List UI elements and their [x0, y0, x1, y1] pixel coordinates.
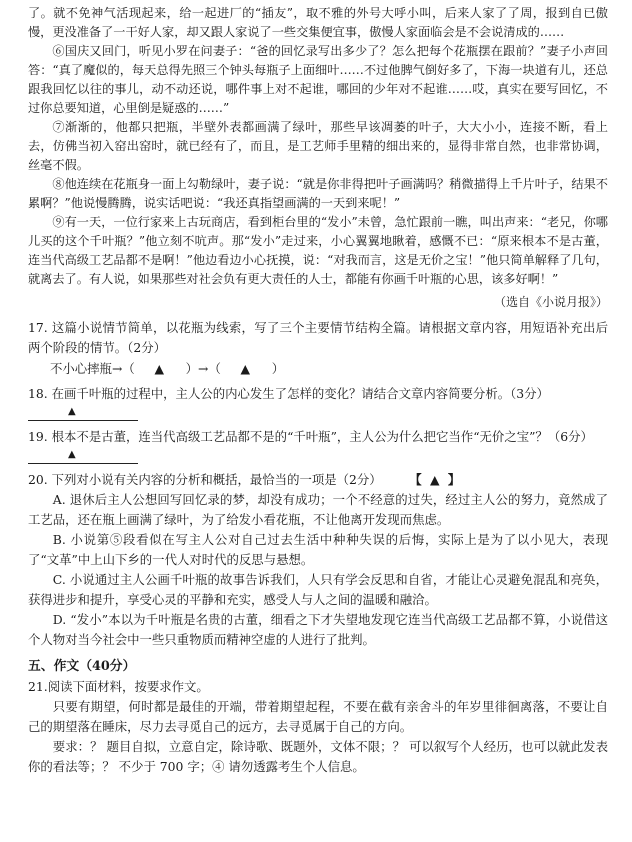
- answer-line-18[interactable]: [28, 406, 138, 421]
- exam-page: [28, 4, 608, 777]
- story-paragraph-7: ⑦渐渐的，他都只把瓶，半壁外表都画满了绿叶，那些早该凋萎的叶子，大大小小，连接不断，看上去，仿佛当初入窑出窑时，就已经有了，而且，是工艺师手里精的细出来的，显得非常自然，也非常协调，丝毫不假。: [28, 120, 608, 172]
- question-20-text: 20. 下列对小说有关内容的分析和概括，最恰当的一项是（2分）: [28, 472, 382, 487]
- essay-section-title: 五、作文（40分）: [28, 659, 136, 674]
- answer-mark-17b[interactable]: ▲: [240, 361, 253, 376]
- answer-line-19[interactable]: [28, 449, 138, 464]
- answer-mark-18: ▲: [68, 406, 76, 417]
- plot-chain-arrow: →（: [111, 361, 135, 376]
- answer-box-20[interactable]: 【 ▲ 】: [409, 472, 463, 487]
- story-paragraph-6: ⑥国庆又回门，听见小罗在问妻子：“爸的回忆录写出多少了？怎么把每个花瓶摆在跟前？”妻子小声回答：“真了魔似的，每天总得先照三个钟头每瓶子上面细叶……不过他脾气倒好多了，下海一块道有儿，还总跟我回忆以往的事儿，动不动还说，哪件事上对不起谁，哪回的少年对不起谁……哎，真实在要写回忆，不过你总要知道，心里倒是疑惑的……”: [28, 44, 608, 115]
- plot-chain: [28, 360, 608, 378]
- option-a: A. 退休后主人公想回写回忆录的梦，却没有成功；一个不经意的过失，经过主人公的努力，竟然成了工艺品，还在瓶上画满了绿叶，为了给发小看花瓶，不让他离开发现而焦虑。: [28, 492, 608, 527]
- question-21: 21.阅读下面材料，按要求作文。: [28, 679, 209, 694]
- plot-chain-start: 不小心摔瓶: [50, 361, 112, 376]
- story-paragraph-8: ⑧他连续在花瓶身一面上勾勒绿叶，妻子说：“就是你非得把叶子画满吗？稍微描得上千片叶子，结果不累啊？”他说慢腾腾，说实话吧说：“我还真指望画满的一天到来呢！”: [28, 177, 608, 210]
- question-20: [28, 470, 608, 490]
- plot-chain-mid: ）→（: [185, 361, 221, 376]
- option-d: D. “发小”本以为千叶瓶是名贵的古董，细看之下才失望地发现它连当代高级工艺品都不算，小说借这个人物对当今社会中一些只重物质而精神空虚的人进行了批判。: [28, 612, 608, 647]
- answer-mark-19: ▲: [68, 449, 76, 460]
- story-source: （选自《小说月报》）: [493, 295, 608, 309]
- story-paragraph-top: 了。就不免神气活现起来，给一起进厂的“插友”，取不雅的外号大呼小叫，后来人家了了周，报到自已傲慢，更没准备了一干好人家，却又跟人家说了一些交集便宜事，傲慢人家面临会是不会说清成的……: [28, 6, 608, 39]
- question-18: 18. 在画千叶瓶的过程中，主人公的内心发生了怎样的变化？请结合文章内容简要分析。（3分）: [28, 386, 549, 401]
- question-19: 19. 根本不是古董，连当代高级工艺品都不是的“千叶瓶”，主人公为什么把它当作“无价之宝”？（6分）: [28, 429, 593, 444]
- option-c: C. 小说通过主人公画千叶瓶的故事告诉我们，人只有学会反思和自省，才能让心灵避免混乱和亮奂，获得进步和提升，享受心灵的平静和充实，感受人与人之间的温暖和融洽。: [28, 572, 608, 607]
- essay-material: 只要有期望，何时都是最佳的开端，带着期望起程，不要在截有亲舍斗的年岁里徘徊离落，不要让自己的期望落在睡床，尽力去寻觅自己的远方，去寻觅属于自己的方向。: [28, 699, 608, 734]
- question-17: 17. 这篇小说情节简单，以花瓶为线索，写了三个主要情节结构全篇。请根据文章内容，用短语补充出后两个阶段的情节。（2分）: [28, 320, 608, 355]
- option-b: B. 小说第⑤段看似在写主人公对自己过去生活中种种失误的后悔，实际上是为了以小见大，表现了“文革”中上山下乡的一代人对时代的反思与悬想。: [28, 532, 608, 567]
- answer-mark-17a[interactable]: ▲: [154, 361, 166, 376]
- plot-chain-end: ）: [271, 361, 285, 376]
- essay-requirements: 要求：？ 题目自拟，立意自定，除诗歌、既题外，文体不限；？ 可以叙写个人经历，也可以就此发表你的看法等；？ 不少于 700 字；④ 请勿透露考生个人信息。: [28, 739, 608, 774]
- story-paragraph-9: ⑨有一天，一位行家来上古玩商店，看到柜台里的“发小”未曾，急忙跟前一瞧，叫出声来：“老兄，你哪儿买的这个千叶瓶？”他立刻不吭声。那“发小”走过来，小心翼翼地瞅着，感慨不已：“原来根本不是古董，连当代高级工艺品都不是啊！”他边看边小心抚摸，说：“对我而言，这是无价之宝！”他只简单解释了几句，就离去了。有人说，如果那些对社会负有更大责任的人士，都能有你画千叶瓶的心思，该多好啊！”: [28, 215, 608, 286]
